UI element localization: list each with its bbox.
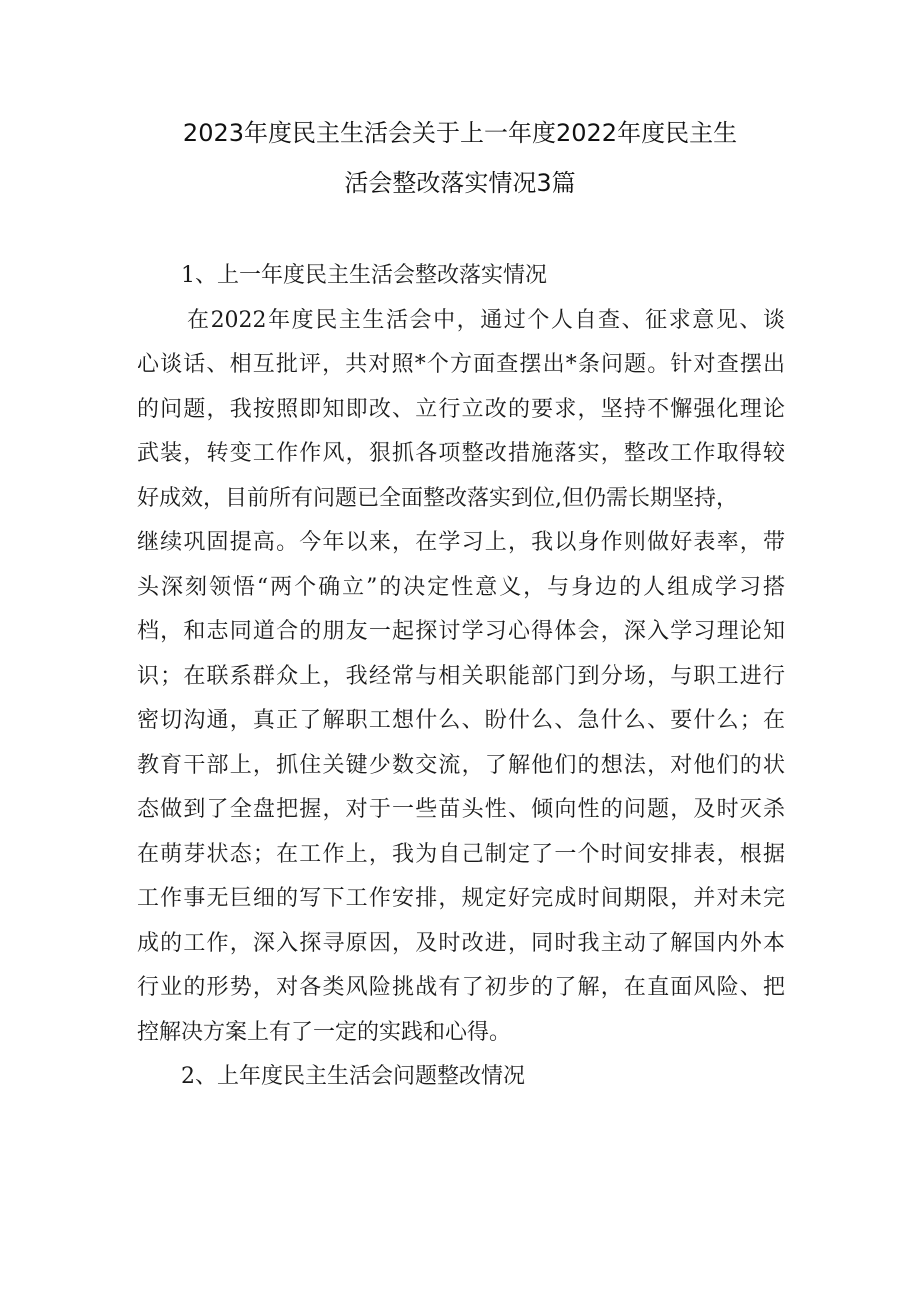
- document-title: [120, 108, 800, 208]
- section-heading-2: 2、上年度民主生活会问题整改情况: [181, 1064, 525, 1089]
- paragraph-line: 心谈话、相互批评，共对照*个方面查摆出*条问题。针对查摆出: [137, 352, 785, 377]
- paragraph-line: 控解决方案上有了一定的实践和心得。: [137, 1019, 512, 1045]
- paragraph-line: 继续巩固提高。今年以来，在学习上，我以身作则做好表率，带: [137, 530, 785, 555]
- paragraph-line: 成的工作，深入探寻原因，及时改进，同时我主动了解国内外本: [137, 930, 785, 956]
- paragraph-line: 在2022年度民主生活会中，通过个人自查、征求意见、谈: [187, 307, 785, 333]
- document-body: [137, 254, 785, 1100]
- paragraph-line: 行业的形势，对各类风险挑战有了初步的了解，在直面风险、把: [137, 975, 785, 1000]
- title-line-1: 2023年度民主生活会关于上一年度2022年度民主生: [182, 119, 738, 147]
- section-heading-1: 1、上一年度民主生活会整改落实情况: [181, 263, 547, 288]
- paragraph-line: 工作事无巨细的写下工作安排，规定好完成时间期限，并对未完: [137, 886, 785, 911]
- paragraph-line: 头深刻领悟“两个确立”的决定性意义，与身边的人组成学习搭: [137, 574, 785, 600]
- paragraph-line: 的问题，我按照即知即改、立行立改的要求，坚持不懈强化理论: [137, 396, 785, 422]
- title-line-2: 活会整改落实情况3篇: [344, 169, 576, 197]
- paragraph-line: 档，和志同道合的朋友一起探讨学习心得体会，深入学习理论知: [137, 619, 785, 644]
- paragraph-line: 密切沟通，真正了解职工想什么、盼什么、急什么、要什么；在: [137, 708, 785, 733]
- paragraph-line: 识；在联系群众上，我经常与相关职能部门到分场，与职工进行: [137, 663, 785, 689]
- section-1-paragraph: [137, 299, 785, 1056]
- paragraph-line: 好成效，目前所有问题已全面整改落实到位,但仍需长期坚持，: [137, 485, 738, 511]
- paragraph-line: 武装，转变工作作风，狠抓各项整改措施落实，整改工作取得较: [137, 441, 785, 466]
- paragraph-line: 态做到了全盘把握，对于一些苗头性、倾向性的问题，及时灭杀: [137, 797, 785, 822]
- paragraph-line: 在萌芽状态；在工作上，我为自己制定了一个时间安排表，根据: [137, 841, 785, 867]
- paragraph-line: 教育干部上，抓住关键少数交流，了解他们的想法，对他们的状: [137, 752, 785, 778]
